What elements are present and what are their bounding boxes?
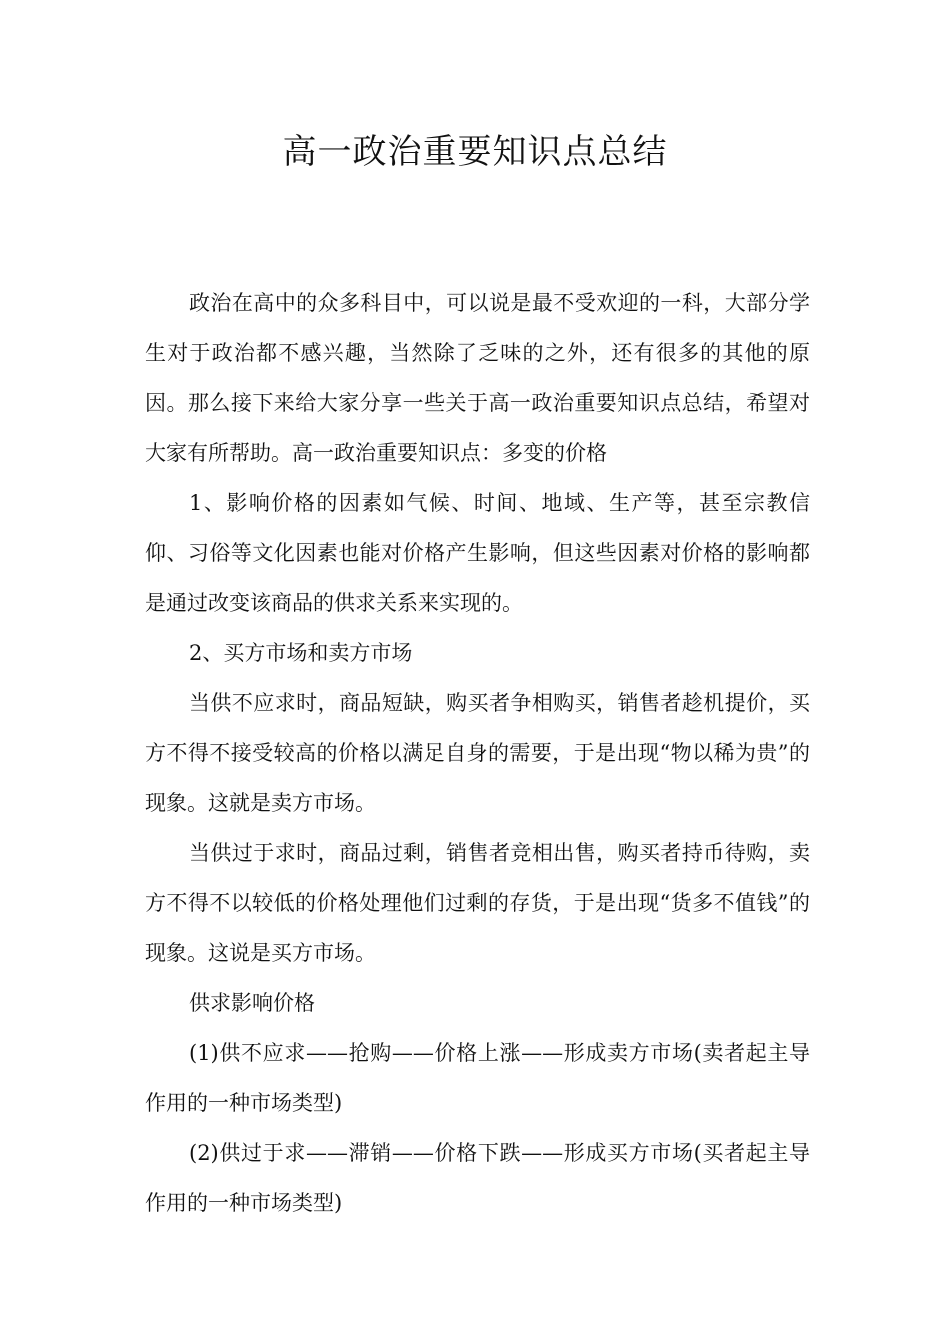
paragraph-supply-demand-heading: 供求影响价格 [189, 991, 315, 1015]
paragraph-item-1: (1)供不应求——抢购——价格上涨——形成卖方市场(卖者起主导作用的一种市场类型) [145, 1041, 810, 1115]
document-body [145, 278, 810, 1228]
paragraph-point-1: 1、影响价格的因素如气候、时间、地域、生产等，甚至宗教信仰、习俗等文化因素也能对价格产生影响，但这些因素对价格的影响都是通过改变该商品的供求关系来实现的。 [145, 491, 810, 615]
paragraph-buyer-market: 当供过于求时，商品过剩，销售者竞相出售，购买者持币待购，卖方不得不以较低的价格处理他们过剩的存货，于是出现“货多不值钱”的现象。这说是买方市场。 [145, 841, 810, 965]
paragraph-seller-market: 当供不应求时，商品短缺，购买者争相购买，销售者趁机提价，买方不得不接受较高的价格以满足自身的需要，于是出现“物以稀为贵”的现象。这就是卖方市场。 [145, 691, 810, 815]
paragraph-item-2: (2)供过于求——滞销——价格下跌——形成买方市场(买者起主导作用的一种市场类型) [145, 1141, 810, 1215]
paragraph-intro: 政治在高中的众多科目中，可以说是最不受欢迎的一科，大部分学生对于政治都不感兴趣，当然除了乏味的之外，还有很多的其他的原因。那么接下来给大家分享一些关于高一政治重要知识点总结，希望对大家有所帮助。高一政治重要知识点：多变的价格 [145, 291, 810, 465]
paragraph-point-2-heading: 2、买方市场和卖方市场 [189, 641, 413, 665]
document-title: 高一政治重要知识点总结 [282, 132, 668, 172]
